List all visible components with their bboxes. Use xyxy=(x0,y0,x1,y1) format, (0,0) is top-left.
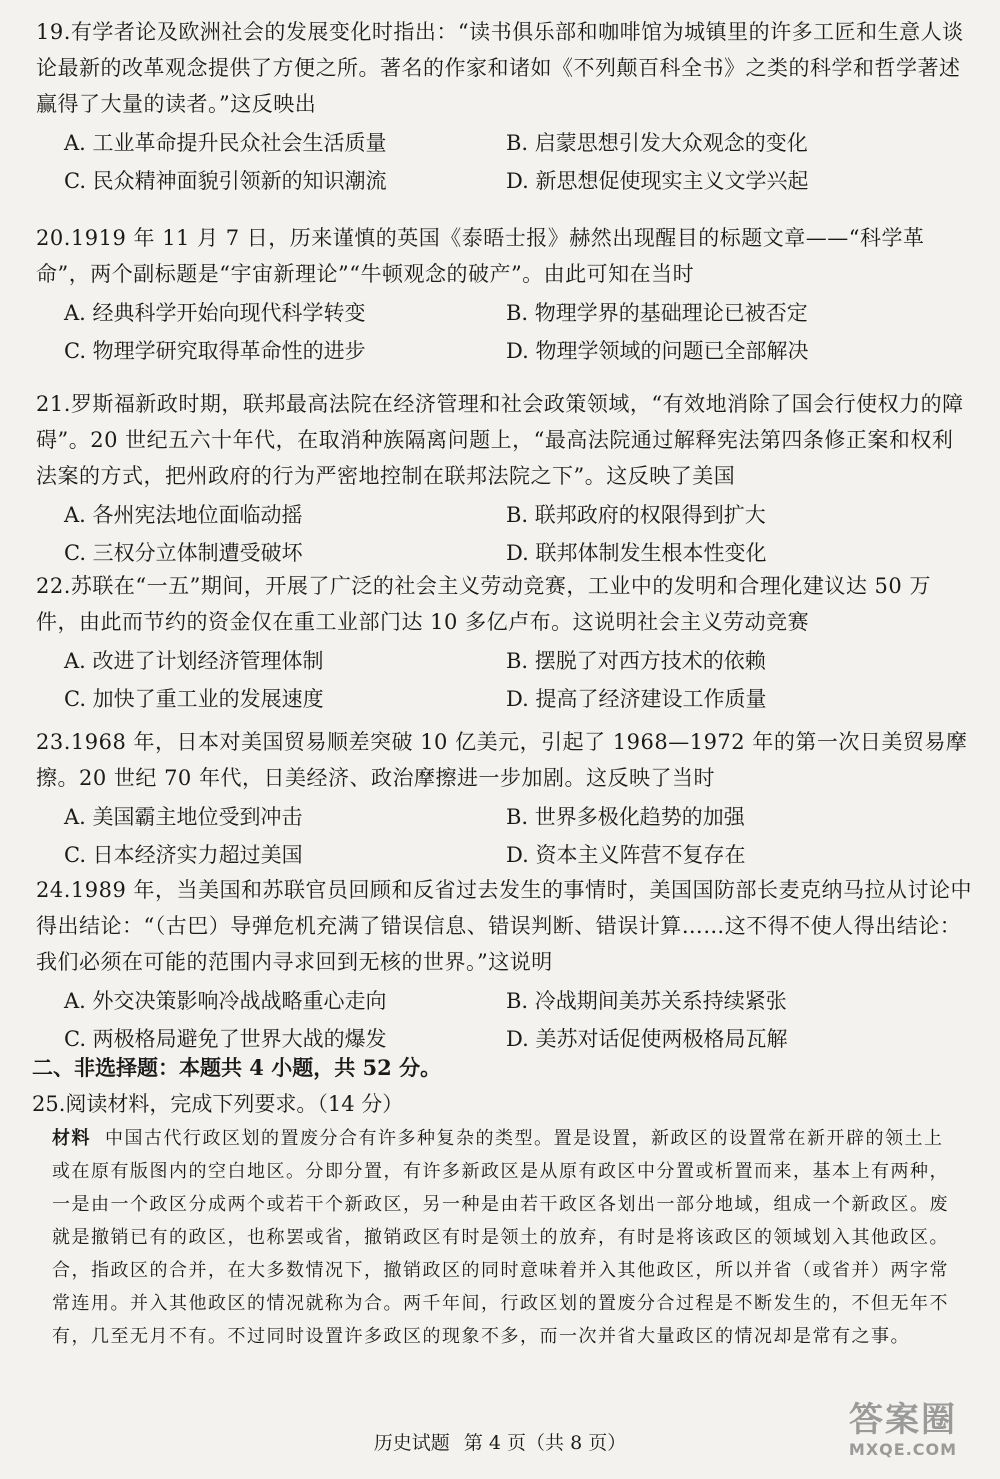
question-stem: 24.1989 年，当美国和苏联官员回顾和反省过去发生的事情时，美国国防部长麦克纳马拉从讨论中得出结论：“（古巴）导弹危机充满了错误信息、错误判断、错误计算……这不得不使人得出结论：我们必须在可能的范围内寻求回到无核的世界。”这说明 xyxy=(36,878,973,974)
logo-main: 答案圈 xyxy=(849,1400,957,1440)
options xyxy=(36,124,972,200)
question-stem: 20.1919 年 11 月 7 日，历来谨慎的英国《泰晤士报》赫然出现醒目的标题文章——“科学革命”，两个副标题是“宇宙新理论”“牛顿观念的破产”。由此可知在当时 xyxy=(36,226,925,286)
options xyxy=(36,642,972,718)
logo-sub: MXQE.COM xyxy=(848,1440,958,1459)
material-text: 中国古代行政区划的置废分合有许多种复杂的类型。置是设置，新政区的设置常在新开辟的领土上或在原有版图内的空白地区。分即分置，有许多新政区是从原有政区中分置或析置而来，基本上有两种，一是由一个政区分成两个或若干个新政区，另一种是由若干政区各划出一部分地域，组成一个新政区。废就是撤销已有的政区，也称罢或省，撤销政区有时是领土的放弃，有时是将该政区的领域划入其他政区。合，指政区的合并，在大多数情况下，撤销政区的同时意味着并入其他政区，所以并省（或省并）两字常常连用。并入其他政区的情况就称为合。两千年间，行政区划的置废分合过程是不断发生的，不但无年不有，几至无月不有。不过同时设置许多政区的现象不多，而一次并省大量政区的情况却是常有之事。 xyxy=(52,1128,949,1347)
section-heading: 二、非选择题：本题共 4 小题，共 52 分。 xyxy=(32,1055,442,1080)
option-d: D. 资本主义阵营不复存在 xyxy=(506,843,746,867)
option-c: C. 加快了重工业的发展速度 xyxy=(64,687,324,711)
option-c: C. 两极格局避免了世界大战的爆发 xyxy=(64,1027,387,1051)
question-23 xyxy=(36,724,972,874)
material-tag: 材料 xyxy=(52,1128,91,1149)
question-stem: 22.苏联在“一五”期间，开展了广泛的社会主义劳动竞赛，工业中的发明和合理化建议达 50 万件，由此而节约的资金仅在重工业部门达 10 多亿卢布。这说明社会主义劳动竞赛 xyxy=(36,574,931,634)
options xyxy=(36,496,972,572)
option-d: D. 新思想促使现实主义文学兴起 xyxy=(506,169,809,193)
option-b: B. 世界多极化趋势的加强 xyxy=(506,805,745,829)
option-a: A. 美国霸主地位受到冲击 xyxy=(64,805,303,829)
option-b: B. 冷战期间美苏关系持续紧张 xyxy=(506,989,787,1013)
option-d: D. 物理学领域的问题已全部解决 xyxy=(506,339,809,363)
option-a: A. 改进了计划经济管理体制 xyxy=(64,649,324,673)
footer-page-number: 第 4 页（共 8 页） xyxy=(463,1432,627,1454)
question-stem: 23.1968 年，日本对美国贸易顺差突破 10 亿美元，引起了 1968—1972 年的第一次日美贸易摩擦。20 世纪 70 年代，日美经济、政治摩擦进一步加剧。这反映了当时 xyxy=(36,730,968,790)
option-a: A. 外交决策影响冷战战略重心走向 xyxy=(64,989,387,1013)
watermark-logo-icon xyxy=(848,1400,958,1470)
options xyxy=(36,294,972,370)
question-stem: 19.有学者论及欧洲社会的发展变化时指出：“读书俱乐部和咖啡馆为城镇里的许多工匠和生意人谈论最新的改革观念提供了方便之所。著名的作家和诸如《不列颠百科全书》之类的科学和哲学著述赢得了大量的读者。”这反映出 xyxy=(36,20,964,116)
option-a: A. 各州宪法地位面临动摇 xyxy=(64,503,303,527)
option-d: D. 美苏对话促使两极格局瓦解 xyxy=(506,1027,788,1051)
question-25-heading: 25.阅读材料，完成下列要求。（14 分） xyxy=(32,1092,404,1116)
question-24 xyxy=(36,872,972,1058)
option-c: C. 民众精神面貌引领新的知识潮流 xyxy=(64,169,387,193)
options xyxy=(36,798,972,874)
question-21 xyxy=(36,386,972,572)
option-a: A. 工业革命提升民众社会生活质量 xyxy=(64,131,387,155)
option-b: B. 启蒙思想引发大众观念的变化 xyxy=(506,131,808,155)
option-c: C. 日本经济实力超过美国 xyxy=(64,843,303,867)
option-d: D. 提高了经济建设工作质量 xyxy=(506,687,767,711)
option-b: B. 摆脱了对西方技术的依赖 xyxy=(506,649,766,673)
question-19 xyxy=(36,14,972,200)
option-b: B. 物理学界的基础理论已被否定 xyxy=(506,301,808,325)
option-d: D. 联邦体制发生根本性变化 xyxy=(506,541,767,565)
material-passage xyxy=(52,1122,952,1353)
option-a: A. 经典科学开始向现代科学转变 xyxy=(64,301,366,325)
question-20 xyxy=(36,220,972,370)
options xyxy=(36,982,972,1058)
option-c: C. 物理学研究取得革命性的进步 xyxy=(64,339,366,363)
question-stem: 21.罗斯福新政时期，联邦最高法院在经济管理和社会政策领域，“有效地消除了国会行使权力的障碍”。20 世纪五六十年代，在取消种族隔离问题上，“最高法院通过解释宪法第四条修正案和权利法案的方式，把州政府的行为严密地控制在联邦法院之下”。这反映了美国 xyxy=(36,392,964,488)
question-22 xyxy=(36,568,972,718)
footer-subject: 历史试题 xyxy=(373,1432,450,1454)
option-b: B. 联邦政府的权限得到扩大 xyxy=(506,503,766,527)
option-c: C. 三权分立体制遭受破坏 xyxy=(64,541,303,565)
